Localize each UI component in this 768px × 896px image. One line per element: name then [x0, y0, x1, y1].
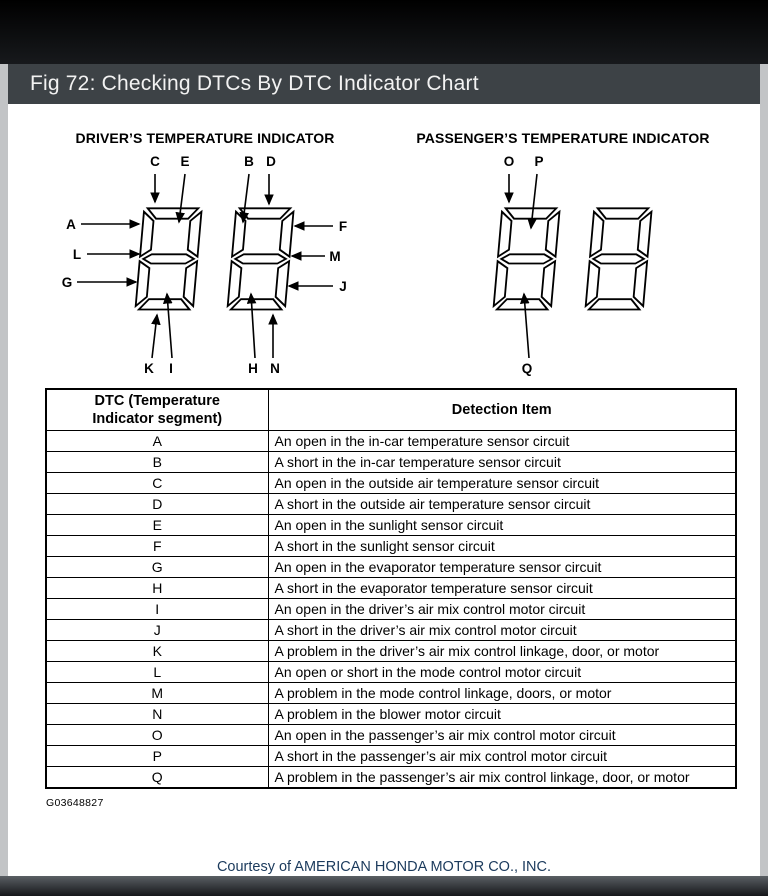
dtc-code: C	[46, 473, 268, 494]
dtc-code: O	[46, 725, 268, 746]
detection-item: An open in the evaporator temperature sensor circuit	[268, 557, 736, 578]
table-row	[46, 620, 736, 641]
dtc-code: F	[46, 536, 268, 557]
passenger-indicator-title: PASSENGER’S TEMPERATURE INDICATOR	[416, 130, 710, 146]
segment-arrow	[152, 315, 157, 358]
segment-label-i: I	[169, 361, 173, 376]
table-row	[46, 557, 736, 578]
detection-item: A problem in the blower motor circuit	[268, 704, 736, 725]
segment-label-p: P	[534, 154, 544, 169]
dtc-code: P	[46, 746, 268, 767]
table-row	[46, 767, 736, 789]
segment-label-h: H	[248, 361, 258, 376]
table-row	[46, 494, 736, 515]
dtc-code: M	[46, 683, 268, 704]
table-row	[46, 683, 736, 704]
table-row	[46, 431, 736, 452]
table-row	[46, 725, 736, 746]
dtc-code: B	[46, 452, 268, 473]
seven-segment-digit	[585, 208, 651, 309]
detection-item: A short in the sunlight sensor circuit	[268, 536, 736, 557]
dtc-table	[45, 388, 737, 789]
segment-label-g: G	[61, 275, 73, 290]
table-row	[46, 452, 736, 473]
table-row	[46, 536, 736, 557]
dtc-code: J	[46, 620, 268, 641]
segment-label-m: M	[329, 249, 341, 264]
seven-segment-digit	[135, 208, 201, 309]
passenger-indicator-diagram	[413, 148, 713, 376]
passenger-indicator-section	[384, 130, 742, 376]
seven-segment-digit	[493, 208, 559, 309]
detection-item: A problem in the passenger’s air mix control linkage, door, or motor	[268, 767, 736, 789]
document-page	[8, 104, 760, 876]
segment-arrows	[509, 174, 537, 358]
detection-item: An open in the passenger’s air mix control motor circuit	[268, 725, 736, 746]
segment-label-k: K	[144, 361, 154, 376]
segment-arrow	[531, 174, 537, 228]
detection-item: A short in the passenger’s air mix control motor circuit	[268, 746, 736, 767]
segment-label-n: N	[270, 361, 280, 376]
bottom-bar	[0, 876, 768, 896]
segment-label-b: B	[244, 154, 254, 169]
segment-label-d: D	[266, 154, 276, 169]
segment-label-e: E	[180, 154, 190, 169]
table-row	[46, 662, 736, 683]
segment-label-f: F	[338, 219, 348, 234]
driver-indicator-diagram	[55, 148, 355, 376]
segment-label-o: O	[503, 154, 515, 169]
dtc-code: D	[46, 494, 268, 515]
table-row	[46, 578, 736, 599]
table-header-row	[46, 389, 736, 431]
dtc-code: L	[46, 662, 268, 683]
detection-item-column-header: Detection Item	[268, 389, 736, 431]
dtc-code: G	[46, 557, 268, 578]
detection-item: A problem in the mode control linkage, doors, or motor	[268, 683, 736, 704]
detection-item: An open in the in-car temperature sensor circuit	[268, 431, 736, 452]
driver-indicator-section	[26, 130, 384, 376]
dtc-column-header: DTC (Temperature Indicator segment)	[46, 389, 268, 431]
segment-label-a: A	[66, 217, 76, 232]
dtc-code: A	[46, 431, 268, 452]
detection-item: A short in the outside air temperature sensor circuit	[268, 494, 736, 515]
table-row	[46, 641, 736, 662]
segment-arrows	[77, 174, 333, 358]
segment-label-j: J	[339, 279, 347, 294]
table-row	[46, 599, 736, 620]
segment-label-c: C	[150, 154, 160, 169]
seven-segment-digit	[227, 208, 293, 309]
table-row	[46, 473, 736, 494]
figure-id: G03648827	[46, 797, 104, 809]
table-row	[46, 704, 736, 725]
dtc-code: E	[46, 515, 268, 536]
detection-item: A short in the driver’s air mix control motor circuit	[268, 620, 736, 641]
table-row	[46, 746, 736, 767]
detection-item: A short in the in-car temperature sensor circuit	[268, 452, 736, 473]
driver-indicator-title: DRIVER’S TEMPERATURE INDICATOR	[75, 130, 335, 146]
courtesy-line: Courtesy of AMERICAN HONDA MOTOR CO., INC.	[216, 859, 552, 875]
figure-title-bar	[8, 64, 760, 104]
dtc-code: H	[46, 578, 268, 599]
page-margin-area	[0, 64, 768, 876]
detection-item: An open or short in the mode control motor circuit	[268, 662, 736, 683]
segment-label-q: Q	[521, 361, 533, 376]
detection-item: An open in the outside air temperature sensor circuit	[268, 473, 736, 494]
dtc-code: I	[46, 599, 268, 620]
detection-item: An open in the driver’s air mix control motor circuit	[268, 599, 736, 620]
dtc-code: K	[46, 641, 268, 662]
table-row	[46, 515, 736, 536]
detection-item: A short in the evaporator temperature sensor circuit	[268, 578, 736, 599]
indicator-diagrams	[8, 130, 760, 376]
figure-title: Fig 72: Checking DTCs By DTC Indicator Chart	[30, 72, 479, 95]
top-bar	[0, 0, 768, 64]
segment-labels	[62, 154, 347, 376]
segment-label-l: L	[72, 247, 82, 262]
dtc-code: N	[46, 704, 268, 725]
dtc-code: Q	[46, 767, 268, 789]
detection-item: A problem in the driver’s air mix control linkage, door, or motor	[268, 641, 736, 662]
detection-item: An open in the sunlight sensor circuit	[268, 515, 736, 536]
